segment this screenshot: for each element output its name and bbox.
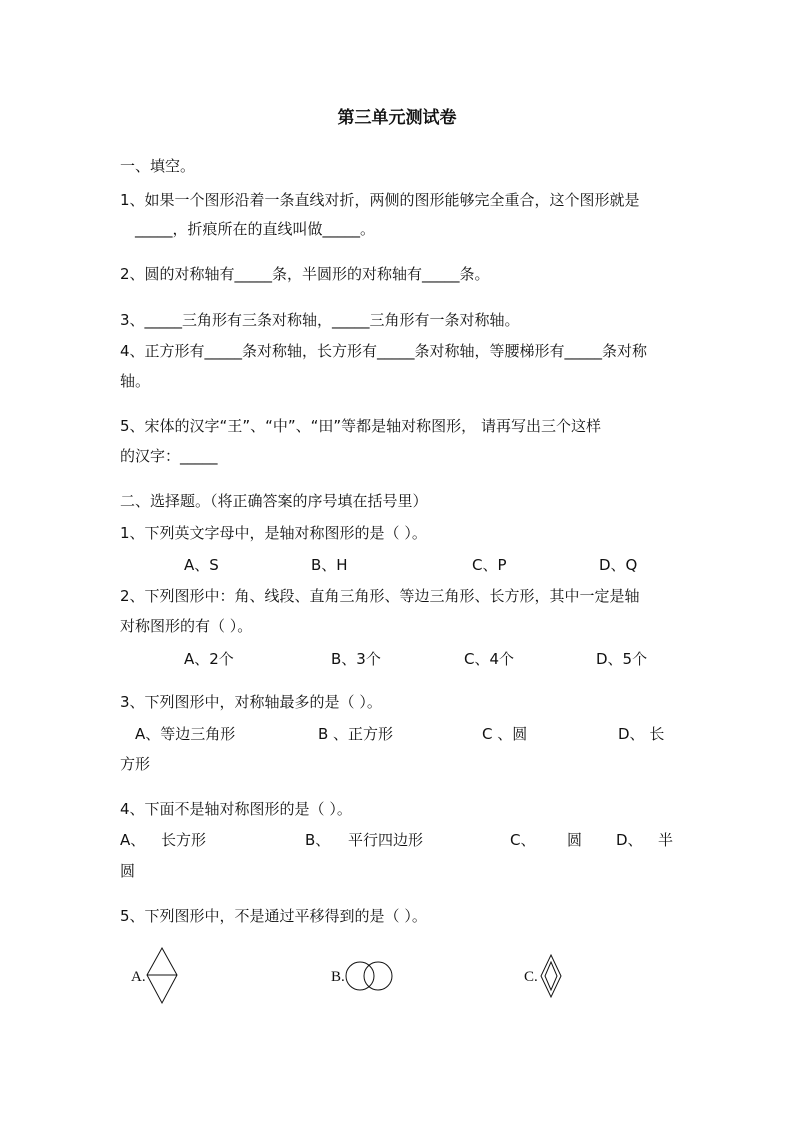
s2-q3-option-a: A、等边三角形 bbox=[135, 725, 236, 743]
s2-q2-option-c: C、4个 bbox=[464, 650, 515, 668]
s2-q3-wrap: 方形 bbox=[120, 755, 151, 773]
s2-q2-option-b: B、3个 bbox=[331, 650, 381, 668]
s2-q4-option-b-text: 平行四边形 bbox=[348, 831, 424, 849]
s2-q2-line2: 对称图形的有（ ）。 bbox=[120, 617, 253, 635]
s2-q4-option-d: D、 bbox=[616, 831, 643, 849]
s1-q1-line1: 1、如果一个图形沿着一条直线对折，两侧的图形能够完全重合，这个图形就是 bbox=[120, 191, 640, 209]
s2-q4-option-c: C、 bbox=[510, 831, 536, 849]
section2-heading: 二、选择题。（将正确答案的序号填在括号里） bbox=[120, 492, 428, 510]
s1-q5-line2: 的汉字：_____ bbox=[120, 447, 218, 465]
s2-q5-option-b-label: B. bbox=[331, 969, 345, 985]
s1-q3: 3、_____三角形有三条对称轴，_____三角形有一条对称轴。 bbox=[120, 311, 520, 329]
s2-q3-option-b: B 、正方形 bbox=[318, 725, 394, 743]
s1-q2: 2、圆的对称轴有_____条，半圆形的对称轴有_____条。 bbox=[120, 265, 490, 283]
nested-diamonds-figure bbox=[539, 953, 563, 999]
section1-heading: 一、填空。 bbox=[120, 157, 196, 175]
overlapping-circles-figure bbox=[343, 960, 395, 992]
s2-q1-stem: 1、下列英文字母中，是轴对称图形的是（ ）。 bbox=[120, 524, 427, 542]
s2-q5-stem: 5、下列图形中，不是通过平移得到的是（ ）。 bbox=[120, 907, 427, 925]
diamond-split-figure bbox=[144, 946, 180, 1006]
s2-q4-wrap: 圆 bbox=[120, 862, 136, 880]
s2-q1-option-d: D、Q bbox=[599, 556, 638, 574]
s2-q4-option-a-text: 长方形 bbox=[161, 831, 207, 849]
s2-q3-stem: 3、下列图形中，对称轴最多的是（ ）。 bbox=[120, 693, 382, 711]
s2-q5-option-a-label: A. bbox=[131, 969, 146, 985]
s2-q3-option-c: C 、圆 bbox=[482, 725, 528, 743]
s2-q3-option-d: D、 长 bbox=[618, 725, 665, 743]
s2-q1-option-b: B、H bbox=[311, 556, 348, 574]
s2-q1-option-c: C、P bbox=[472, 556, 507, 574]
page-title: 第三单元测试卷 bbox=[337, 108, 457, 128]
s2-q2-option-a: A、2个 bbox=[184, 650, 234, 668]
s2-q4-option-a: A、 bbox=[120, 831, 146, 849]
s2-q4-stem: 4、下面不是轴对称图形的是（ ）。 bbox=[120, 800, 352, 818]
s2-q1-option-a: A、S bbox=[184, 556, 219, 574]
s1-q1-line2: _____，折痕所在的直线叫做_____。 bbox=[135, 220, 376, 238]
s2-q4-option-d-text: 半 bbox=[658, 831, 674, 849]
s2-q2-option-d: D、5个 bbox=[596, 650, 648, 668]
s2-q5-option-c-label: C. bbox=[524, 969, 538, 985]
s2-q4-option-b: B、 bbox=[305, 831, 331, 849]
s2-q2-line1: 2、下列图形中：角、线段、直角三角形、等边三角形、长方形，其中一定是轴 bbox=[120, 587, 640, 605]
s2-q4-option-c-text: 圆 bbox=[567, 831, 583, 849]
s1-q4-line1: 4、正方形有_____条对称轴，长方形有_____条对称轴，等腰梯形有_____条对称 bbox=[120, 342, 648, 360]
s1-q5-line1: 5、宋体的汉字“王”、“中”、“田”等都是轴对称图形， 请再写出三个这样 bbox=[120, 417, 601, 435]
s1-q4-line2: 轴。 bbox=[120, 372, 151, 390]
